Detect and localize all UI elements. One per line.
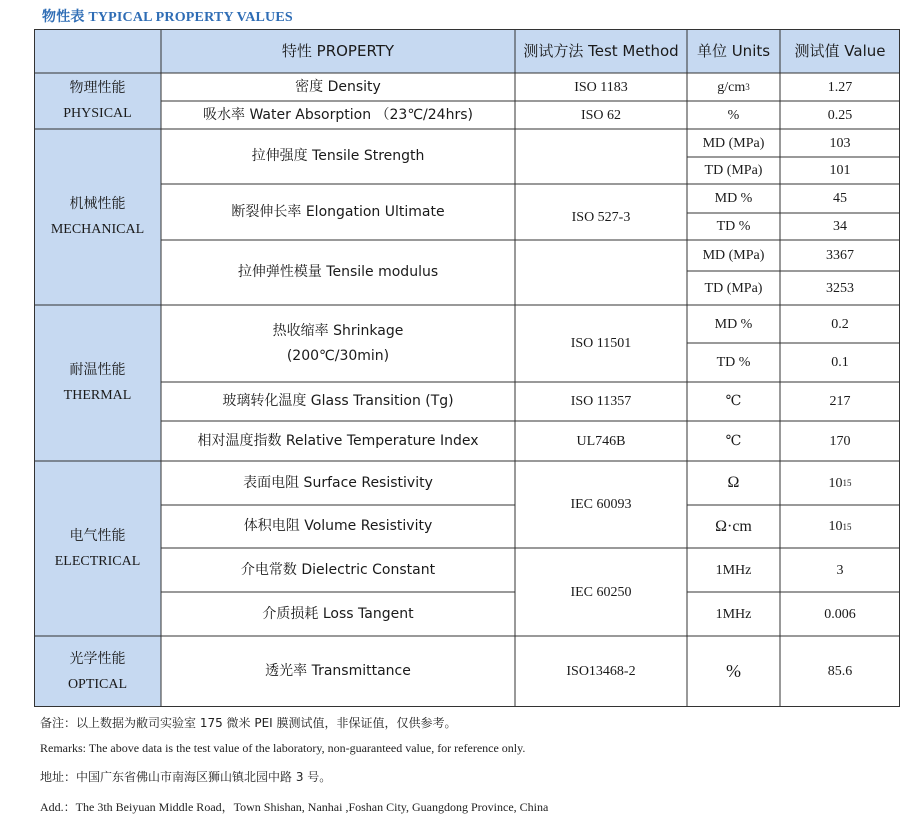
unit-rti: ℃ <box>725 433 742 449</box>
property-shrinkage <box>161 305 515 382</box>
unit-dielectric: 1MHz <box>715 562 752 578</box>
property-water-absorption: 吸水率 Water Absorption （23℃/24hrs) <box>203 106 473 123</box>
header-method: 测试方法 Test Method <box>523 41 679 60</box>
unit-water: % <box>727 107 740 123</box>
unit-surface: Ω <box>727 474 740 491</box>
value-loss: 0.006 <box>824 606 856 622</box>
value-water: 0.25 <box>827 107 853 123</box>
unit-ts-td: TD (MPa) <box>704 163 763 178</box>
property-transmittance: 透光率 Transmittance <box>265 663 411 679</box>
value-ts-td: 101 <box>829 163 851 178</box>
value-rti: 170 <box>829 433 851 449</box>
method-density: ISO 1183 <box>574 79 628 95</box>
unit-sh-md: MD % <box>714 316 753 332</box>
unit-density-base: g/cm <box>717 79 746 95</box>
unit-sh-td: TD % <box>716 355 751 370</box>
remark-cn: 备注：以上数据为敝司实验室 175 微米 PEI 膜测试值，非保证值，仅供参考。 <box>40 716 457 730</box>
table-title <box>42 6 293 26</box>
header-value: 测试值 Value <box>794 41 886 60</box>
category-mechanical-en: MECHANICAL <box>50 222 145 237</box>
method-water: ISO 62 <box>580 107 622 123</box>
method-rti: UL746B <box>576 433 626 449</box>
unit-optical: % <box>726 661 741 681</box>
value-el-md: 45 <box>833 191 847 206</box>
value-tm-md: 3367 <box>826 248 854 263</box>
title-cn: 物性表 <box>42 9 85 25</box>
address-en: Add.：The 3th Beiyuan Middle Road，Town Shishan, Nanhai ,Foshan City, Guangdong Province, China <box>40 800 549 814</box>
unit-el-md: MD % <box>714 191 753 206</box>
unit-loss: 1MHz <box>715 606 752 622</box>
unit-el-td: TD % <box>716 219 751 234</box>
value-optical: 85.6 <box>827 664 853 679</box>
category-physical-cn: 物理性能 <box>69 80 126 96</box>
method-shrinkage: ISO 11501 <box>570 336 632 351</box>
property-density: 密度 Density <box>295 78 381 95</box>
value-ts-md: 103 <box>829 135 851 151</box>
value-dielectric: 3 <box>836 562 844 578</box>
property-dielectric-constant: 介电常数 Dielectric Constant <box>240 561 436 578</box>
value-el-td: 34 <box>833 219 847 234</box>
value-sh-md: 0.2 <box>831 316 849 332</box>
title-en: TYPICAL PROPERTY VALUES <box>88 10 293 25</box>
header-units: 单位 Units <box>696 41 771 60</box>
category-optical <box>34 636 161 707</box>
value-surface: 10 15 <box>780 461 900 505</box>
remark-en: Remarks: The above data is the test value of the laboratory, non-guaranteed value, for reference only. <box>40 741 526 755</box>
category-electrical <box>34 461 161 636</box>
unit-volume: Ω·cm <box>715 517 752 535</box>
property-elongation: 断裂伸长率 Elongation Ultimate <box>231 203 445 220</box>
value-volume: 10 15 <box>780 505 900 548</box>
method-glass: ISO 11357 <box>570 394 632 409</box>
value-sh-td: 0.1 <box>831 355 849 370</box>
category-physical <box>34 73 161 129</box>
property-shrinkage-label: 热收缩率 Shrinkage <box>272 322 404 339</box>
category-optical-en: OPTICAL <box>67 676 128 692</box>
category-mechanical <box>34 129 161 305</box>
method-resistivity: IEC 60093 <box>570 497 632 512</box>
category-mechanical-cn: 机械性能 <box>69 196 126 212</box>
unit-tm-td: TD (MPa) <box>704 280 763 296</box>
property-volume-resistivity: 体积电阻 Volume Resistivity <box>243 518 433 534</box>
unit-density: g/cm 3 <box>687 73 780 101</box>
header-property: 特性 PROPERTY <box>281 41 395 60</box>
property-tensile-modulus: 拉伸弹性模量 Tensile modulus <box>237 264 439 280</box>
property-surface-resistivity: 表面电阻 Surface Resistivity <box>243 474 433 491</box>
value-tm-td: 3253 <box>826 280 854 296</box>
property-table <box>34 29 900 707</box>
value-volume-base: 10 <box>828 519 843 534</box>
property-glass-transition: 玻璃转化温度 Glass Transition (Tg) <box>222 393 454 409</box>
unit-glass: ℃ <box>725 394 742 409</box>
method-mechanical: ISO 527-3 <box>571 209 631 225</box>
category-thermal-cn: 耐温性能 <box>69 362 126 378</box>
category-thermal <box>34 305 161 461</box>
value-surface-base: 10 <box>828 475 843 491</box>
category-electrical-cn: 电气性能 <box>69 527 126 544</box>
address-cn: 地址：中国广东省佛山市南海区狮山镇北园中路 3 号。 <box>40 770 332 784</box>
category-thermal-en: THERMAL <box>63 388 132 403</box>
property-tensile-strength: 拉伸强度 Tensile Strength <box>251 148 425 164</box>
property-loss-tangent: 介质损耗 Loss Tangent <box>262 605 414 622</box>
property-shrinkage-condition: (200℃/30min) <box>286 347 390 364</box>
property-rti: 相对温度指数 Relative Temperature Index <box>197 432 479 449</box>
method-dielectric: IEC 60250 <box>570 584 632 600</box>
category-electrical-en: ELECTRICAL <box>54 553 141 569</box>
method-optical: ISO13468-2 <box>566 664 636 679</box>
unit-ts-md: MD (MPa) <box>702 135 765 151</box>
value-density: 1.27 <box>827 79 853 95</box>
category-optical-cn: 光学性能 <box>69 650 126 667</box>
unit-tm-md: MD (MPa) <box>702 248 765 263</box>
category-physical-en: PHYSICAL <box>63 106 132 121</box>
value-glass: 217 <box>829 394 851 409</box>
